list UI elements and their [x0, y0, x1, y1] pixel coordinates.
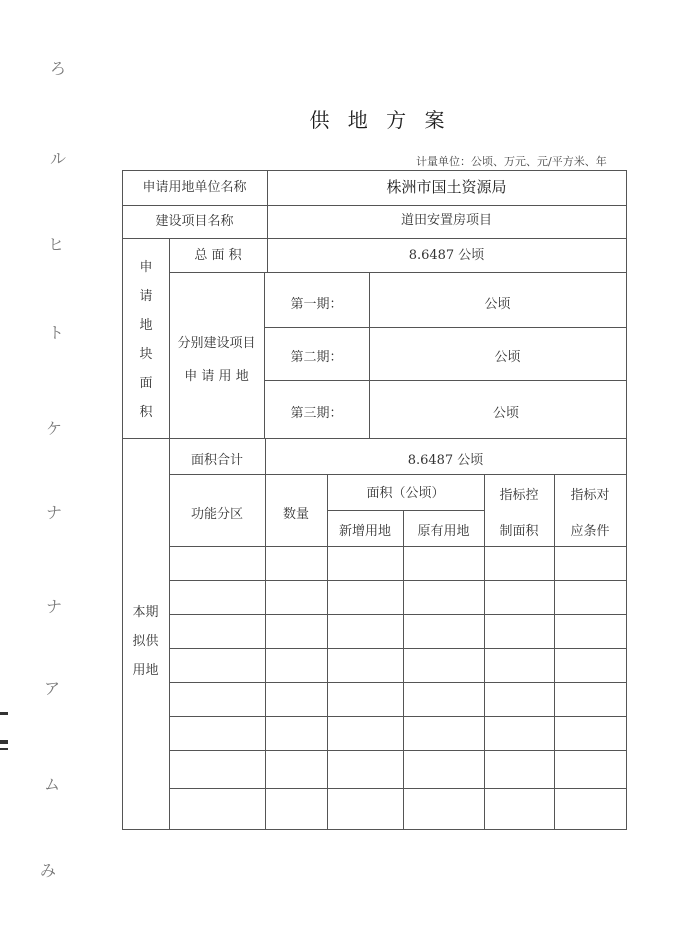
project-value: 道田安置房项目: [400, 213, 492, 228]
page-title: 供 地 方 案: [309, 108, 451, 132]
margin-mark: ナ: [46, 503, 63, 522]
total-area-value: 8.6487 公顷: [408, 248, 485, 263]
applicant-value: 株洲市国土资源局: [386, 178, 507, 196]
header-count: 数量: [282, 507, 309, 522]
phase-1-value: 公顷: [484, 297, 511, 312]
scan-edge-mark: [0, 712, 8, 715]
margin-mark: ケ: [46, 419, 63, 438]
margin-mark: ヒ: [48, 235, 65, 254]
header-control-line1: 指标控: [499, 488, 539, 503]
phase-3-label: 第三期：: [290, 406, 343, 421]
phase-group-label-line1: 分别建设项目: [177, 336, 256, 351]
phase-3-value: 公顷: [492, 406, 519, 421]
header-condition-line2: 应条件: [570, 524, 610, 539]
margin-mark: ト: [48, 323, 65, 342]
header-control-line2: 制面积: [499, 524, 539, 539]
scan-edge-mark: [0, 748, 8, 750]
land-area-side-label: 申 请 地 块 面 积: [139, 260, 153, 420]
total-area-label: 总 面 积: [194, 248, 242, 263]
header-area-group: 面积（公顷）: [366, 486, 445, 501]
phase-group-label-line2: 申 请 用 地: [184, 369, 249, 384]
margin-mark: ル: [50, 149, 67, 168]
margin-mark: ム: [44, 775, 61, 794]
area-sum-label: 面积合计: [190, 453, 243, 468]
header-new-land: 新增用地: [338, 524, 391, 539]
phase-2-value: 公顷: [494, 350, 521, 365]
phase-1-label: 第一期：: [290, 297, 343, 312]
margin-mark: ナ: [46, 597, 63, 616]
phase-2-label: 第二期：: [290, 350, 343, 365]
supply-side-label: 本期 拟供 用地: [132, 605, 159, 678]
unit-line: 计量单位：公顷、万元、元/平方米、年: [416, 155, 607, 168]
area-sum-value: 8.6487 公顷: [407, 453, 484, 468]
header-zone: 功能分区: [190, 507, 243, 522]
margin-mark: ろ: [50, 59, 67, 78]
header-existing-land: 原有用地: [417, 524, 470, 539]
applicant-label: 申请用地单位名称: [142, 180, 247, 195]
margin-mark: ア: [44, 679, 61, 698]
header-condition-line1: 指标对: [570, 488, 610, 503]
margin-mark: み: [40, 861, 57, 880]
project-label: 建设项目名称: [155, 214, 234, 229]
scan-edge-mark: [0, 740, 8, 744]
